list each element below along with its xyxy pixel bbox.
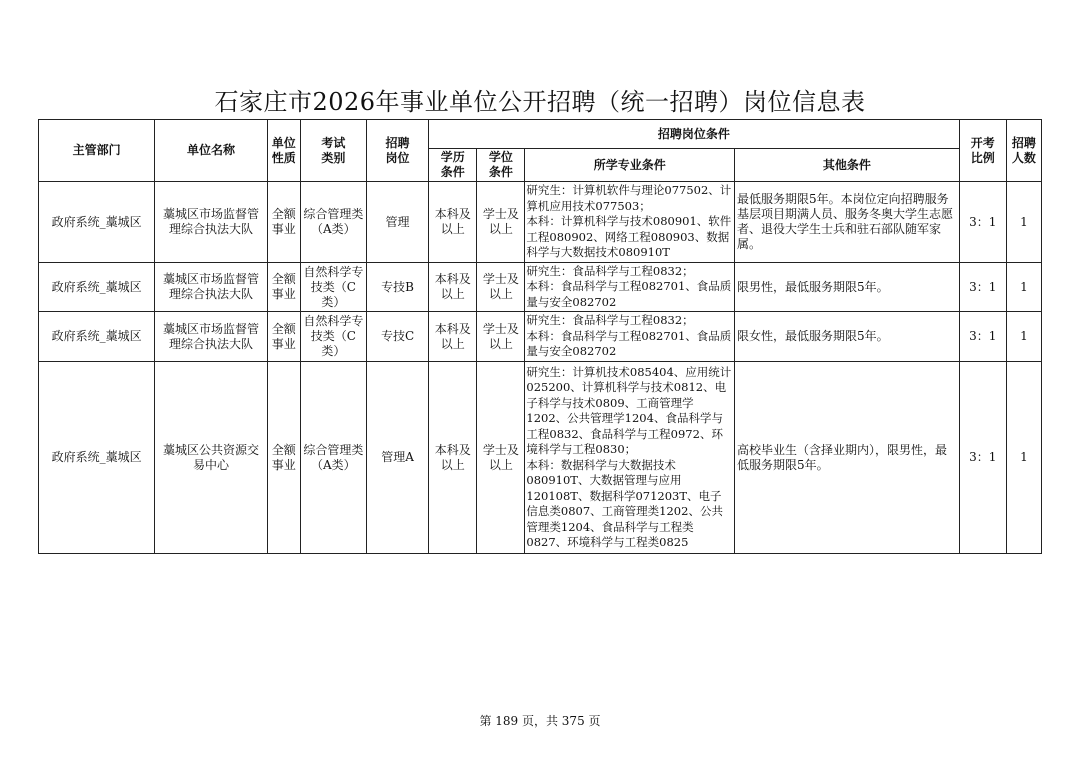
cell-unit: 藁城区公共资源交易中心 [155,362,267,554]
header-ratio: 开考 比例 [959,120,1006,182]
cell-exam: 自然科学专技类（C类） [300,263,366,312]
cell-degree: 学士及以上 [477,263,525,312]
cell-dept: 政府系统_藁城区 [39,312,155,362]
table-row [39,263,1042,312]
cell-dept: 政府系统_藁城区 [39,263,155,312]
cell-count: 1 [1006,362,1041,554]
cell-ratio: 3：1 [959,362,1006,554]
header-count: 招聘 人数 [1006,120,1041,182]
table-row [39,362,1042,554]
cell-other: 限男性，最低服务期限5年。 [735,263,960,312]
cell-exam: 综合管理类（A类） [300,182,366,263]
cell-unit: 藁城区市场监督管理综合执法大队 [155,182,267,263]
cell-major: 研究生：计算机软件与理论077502、计算机应用技术077503； 本科：计算机科学与技术080901、软件工程080902、网络工程080903、数据科学与大数据技术080910T [525,182,735,263]
cell-ratio: 3：1 [959,312,1006,362]
cell-edu: 本科及以上 [429,362,477,554]
cell-count: 1 [1006,312,1041,362]
cell-post: 专技C [366,312,428,362]
cell-degree: 学士及以上 [477,312,525,362]
cell-count: 1 [1006,263,1041,312]
table-row [39,312,1042,362]
cell-dept: 政府系统_藁城区 [39,362,155,554]
cell-major: 研究生：食品科学与工程0832； 本科：食品科学与工程082701、食品质量与安全082702 [525,263,735,312]
cell-ratio: 3：1 [959,182,1006,263]
cell-other: 最低服务期限5年。本岗位定向招聘服务基层项目期满人员、服务冬奥大学生志愿者、退役大学生士兵和驻石部队随军家属。 [735,182,960,263]
page-title: 石家庄市2026年事业单位公开招聘（统一招聘）岗位信息表 [214,88,866,116]
cell-edu: 本科及以上 [429,182,477,263]
header-degree: 学位 条件 [477,149,525,182]
cell-ratio: 3：1 [959,263,1006,312]
table-row [39,182,1042,263]
header-edu: 学历 条件 [429,149,477,182]
cell-unit: 藁城区市场监督管理综合执法大队 [155,312,267,362]
cell-edu: 本科及以上 [429,263,477,312]
cell-nature: 全额事业 [267,263,300,312]
cell-other: 高校毕业生（含择业期内），限男性，最低服务期限5年。 [735,362,960,554]
cell-other: 限女性，最低服务期限5年。 [735,312,960,362]
cell-major: 研究生：计算机技术085404、应用统计025200、计算机科学与技术0812、电子科学与技术0809、工商管理学1202、公共管理学1204、食品科学与工程0832、食品科学与工程0972、环境科学与工程0830； 本科：数据科学与大数据技术080910T、大数据管理与应用120108T、数据科学071203T、电子信息类0807、工商管理类1202、公共管理类1204、食品科学与工程类0827、环境科学与工程类0825 [525,362,735,554]
cell-dept: 政府系统_藁城区 [39,182,155,263]
position-table [38,119,1042,554]
cell-post: 管理 [366,182,428,263]
cell-post: 专技B [366,263,428,312]
header-unit: 单位名称 [155,120,267,182]
cell-exam: 自然科学专技类（C类） [300,312,366,362]
header-conditions: 招聘岗位条件 [429,120,960,149]
cell-degree: 学士及以上 [477,362,525,554]
cell-post: 管理A [366,362,428,554]
cell-nature: 全额事业 [267,362,300,554]
cell-nature: 全额事业 [267,312,300,362]
header-dept: 主管部门 [39,120,155,182]
header-post: 招聘 岗位 [366,120,428,182]
header-exam: 考试 类别 [300,120,366,182]
cell-unit: 藁城区市场监督管理综合执法大队 [155,263,267,312]
cell-exam: 综合管理类（A类） [300,362,366,554]
cell-degree: 学士及以上 [477,182,525,263]
cell-major: 研究生：食品科学与工程0832； 本科：食品科学与工程082701、食品质量与安全082702 [525,312,735,362]
header-major: 所学专业条件 [525,149,735,182]
header-other: 其他条件 [735,149,960,182]
header-nature: 单位 性质 [267,120,300,182]
page-footer: 第 189 页，共 375 页 [479,714,601,728]
cell-count: 1 [1006,182,1041,263]
cell-edu: 本科及以上 [429,312,477,362]
cell-nature: 全额事业 [267,182,300,263]
